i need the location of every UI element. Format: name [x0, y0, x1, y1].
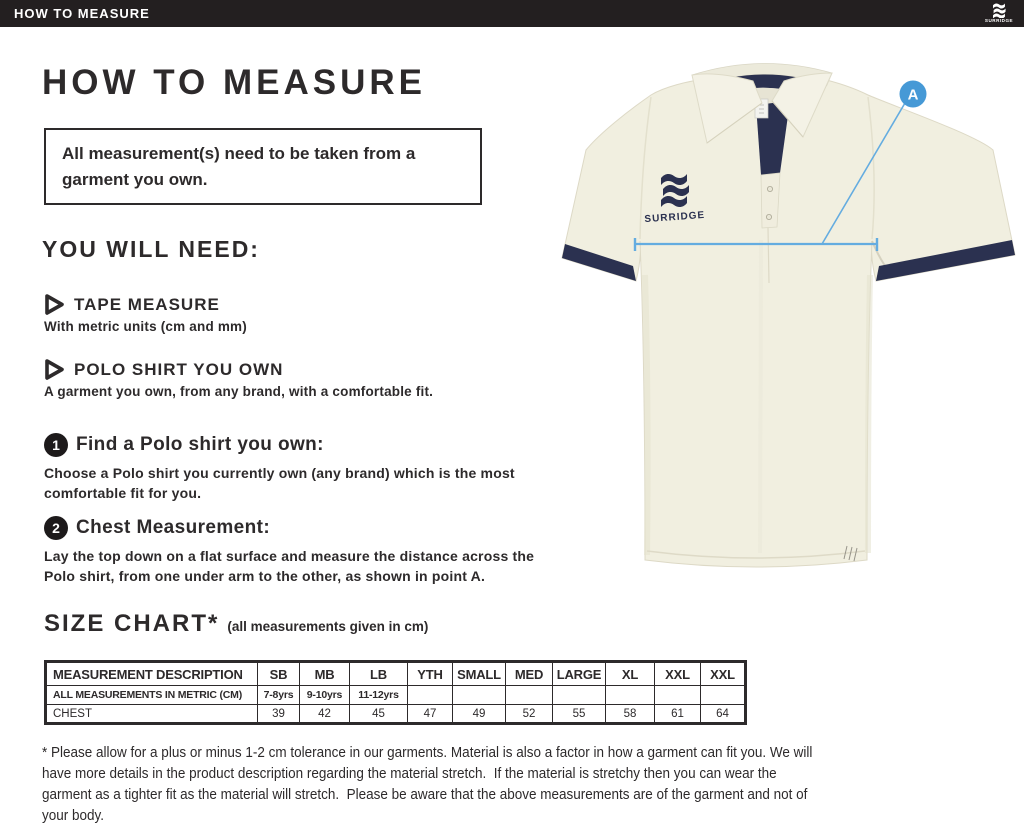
size-chart-cell: 49: [453, 705, 506, 724]
size-chart-cell: 39: [258, 705, 300, 724]
step-description: Choose a Polo shirt you currently own (any brand) which is the most comfortable fit for you.: [44, 465, 515, 502]
triangle-bullet-icon: [44, 293, 65, 316]
need-item-label: TAPE MEASURE: [74, 294, 220, 314]
size-chart-cell: 11-12yrs: [350, 686, 408, 705]
surridge-logo: [984, 3, 1014, 24]
polo-shirt-illustration: [556, 55, 1022, 607]
size-chart-cell: 45: [350, 705, 408, 724]
step-number-badge: 1: [44, 433, 68, 457]
size-chart-cell: 9-10yrs: [300, 686, 350, 705]
size-chart-cell: [655, 686, 701, 705]
need-item-description: A garment you own, from any brand, with a comfortable fit.: [44, 384, 434, 399]
measurement-note-box: All measurement(s) need to be taken from a garment you own.: [44, 128, 482, 205]
placket-button: [767, 186, 772, 191]
marker-a-label: A: [907, 86, 919, 104]
size-chart-title: SIZE CHART*: [44, 610, 220, 637]
size-chart-cell: 52: [506, 705, 553, 724]
size-chart-header-row: [46, 662, 746, 686]
triangle-bullet-icon: [44, 358, 65, 381]
page-title: HOW TO MEASURE: [42, 63, 426, 102]
size-chart-cell: 42: [300, 705, 350, 724]
size-chart-column-header: LARGE: [553, 662, 606, 686]
tolerance-footnote: * Please allow for a plus or minus 1-2 cm tolerance in our garments. Material is also a factor in how a garment can fit you. We will have more details in the product description regarding the material stretch. If the material is stretchy then you can wear the garment as a tighter fit as the material will stretch. Please be aware that the above measurements are of the garment and not of your body.: [42, 744, 817, 824]
step-1: [44, 433, 560, 504]
size-chart-subtitle: (all measurements given in cm): [227, 619, 429, 634]
you-will-need-heading: YOU WILL NEED:: [42, 236, 260, 262]
size-chart-table: [44, 660, 747, 725]
step-title: Find a Polo shirt you own:: [76, 434, 324, 455]
size-chart-cell: [408, 686, 453, 705]
size-chart-cell: 64: [701, 705, 746, 724]
size-chart-column-header: MED: [506, 662, 553, 686]
polo-shirt-body: [562, 74, 1015, 567]
top-bar-title: HOW TO MEASURE: [14, 6, 150, 21]
size-chart-column-header: XL: [606, 662, 655, 686]
size-chart-column-header: XXL: [655, 662, 701, 686]
size-chart-cell: ALL MEASUREMENTS IN METRIC (CM): [46, 686, 258, 705]
size-chart-cell: [606, 686, 655, 705]
size-chart-cell: 61: [655, 705, 701, 724]
top-bar: [0, 0, 1024, 27]
polo-shirt-figure: [556, 55, 1022, 607]
size-chart-cell: [453, 686, 506, 705]
size-chart-column-header: SMALL: [453, 662, 506, 686]
size-chart-cell: 47: [408, 705, 453, 724]
surridge-s-icon: [984, 3, 1014, 18]
size-chart-cell: [553, 686, 606, 705]
need-item-tape-measure: [44, 293, 247, 334]
need-item-polo-shirt: [44, 358, 433, 399]
size-chart-column-header: SB: [258, 662, 300, 686]
need-item-label: POLO SHIRT YOU OWN: [74, 359, 284, 379]
size-chart-column-header: YTH: [408, 662, 453, 686]
surridge-logo-text: SURRIDGE: [984, 18, 1014, 24]
size-chart-row: [46, 705, 746, 724]
size-chart-heading: [44, 610, 428, 638]
size-chart-column-header: LB: [350, 662, 408, 686]
size-chart-cell: 55: [553, 705, 606, 724]
placket-button: [766, 214, 771, 219]
step-number-badge: 2: [44, 516, 68, 540]
need-item-description: With metric units (cm and mm): [44, 319, 247, 334]
size-chart-cell: 58: [606, 705, 655, 724]
size-chart-cell: [506, 686, 553, 705]
size-chart-column-header: XXL: [701, 662, 746, 686]
step-title: Chest Measurement:: [76, 517, 271, 538]
size-chart-cell: [701, 686, 746, 705]
size-chart-cell: 7-8yrs: [258, 686, 300, 705]
step-2: [44, 516, 560, 587]
size-chart-column-header: MB: [300, 662, 350, 686]
size-chart-column-header: MEASUREMENT DESCRIPTION: [46, 662, 258, 686]
step-description: Lay the top down on a flat surface and measure the distance across the Polo shirt, from one under arm to the other, as shown in point A.: [44, 548, 535, 585]
size-chart-row: [46, 686, 746, 705]
shirt-brand-text: SURRIDGE: [644, 209, 706, 226]
size-chart-cell: CHEST: [46, 705, 258, 724]
